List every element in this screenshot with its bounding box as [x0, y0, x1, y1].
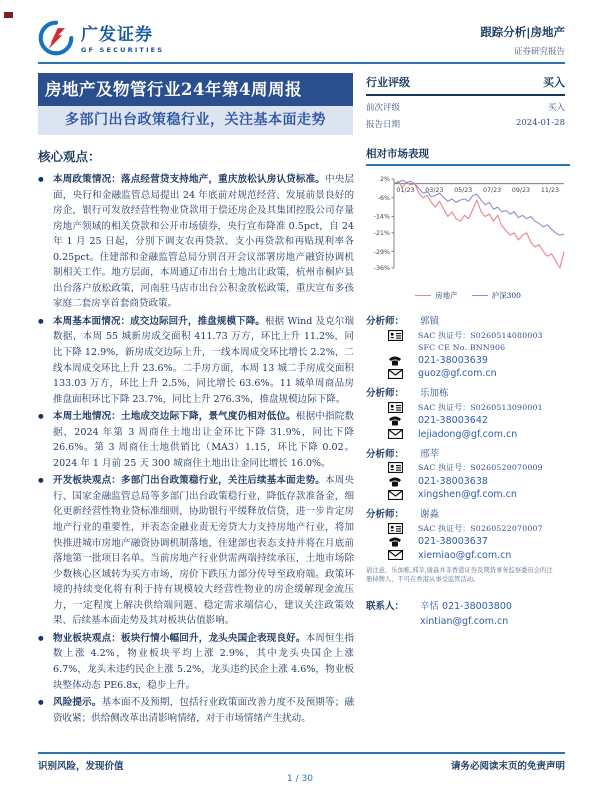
phone-icon: [388, 415, 403, 426]
svg-text:-29%: -29%: [373, 248, 390, 256]
analyst-phone: 021-38003638: [418, 475, 488, 487]
footer-disclaimer: 请务必阅读末页的免责声明: [450, 761, 565, 772]
analyst-name: 乐加栋: [420, 388, 449, 399]
svg-text:2%: 2%: [380, 176, 390, 184]
analyst-list: [366, 313, 570, 627]
core-views-section: [38, 147, 354, 728]
header-divider: [38, 62, 565, 64]
phone-icon: [388, 355, 403, 366]
rating-label: 行业评级: [366, 76, 410, 89]
report-subtitle: 多部门出台政策稳行业，关注基本面走势: [38, 106, 353, 135]
analyst-role-label: 分析师：: [366, 388, 405, 399]
report-type-label: 跟踪分析|房地产: [480, 25, 565, 39]
contact-name-phone: 辛恬 021-38003800: [420, 601, 512, 612]
chart-title: 相对市场表现: [366, 146, 570, 166]
report-date-value: 2024-01-28: [515, 118, 565, 128]
envelope-icon: [388, 369, 403, 379]
id-card-icon: [388, 523, 403, 534]
prev-rating-label: 前次评级: [366, 103, 401, 113]
svg-text:-36%: -36%: [373, 265, 390, 273]
core-views-heading: 核心观点：: [38, 149, 101, 164]
analyst-role-label: 分析师：: [366, 448, 405, 460]
analyst-sac: SAC 执证号：S0260522070007: [418, 523, 543, 533]
page-number: 1 / 30: [287, 774, 313, 784]
analyst-name: 谢淼: [420, 509, 440, 520]
bullet-land: ● 本周土地情况：土地成交边际下降，景气度仍相对低位。根据中指院数据，2024 年第 3 周商住土地出让金环比下降 31.9%，同比下降 26.6%。第 3 周商住土地供销比（MA3）1.15，环比下降 0.02。2024 年 1 月前 25 天 300 城商住土地出让金同比增长 16.0%。: [38, 409, 354, 471]
gf-securities-logo: [38, 20, 164, 60]
analyst-name: 郭镇: [420, 316, 440, 327]
analyst-email: guoz@gf.com.cn: [418, 368, 497, 379]
bullet-property-mgmt-view: ● 物业板块观点：板块行情小幅回升，龙头央国企表现良好。本周恒生指数上涨 4.2%，物业板块平均上涨 2.9%，其中龙头央国企上涨 6.7%，龙头未违约民企上涨 5.2%，龙头违约民企上涨 4.6%，物业板块整体动态 PE6.8x，稳步上升。: [38, 631, 354, 693]
legend-line-csi300-icon: [472, 295, 488, 296]
id-card-icon: [388, 402, 403, 413]
svg-text:05/23: 05/23: [454, 187, 473, 195]
report-category-label: 证券研究报告: [513, 47, 565, 57]
phone-icon: [388, 476, 403, 487]
svg-text:-6%: -6%: [377, 194, 390, 202]
rating-table: [366, 74, 565, 130]
svg-text:-21%: -21%: [373, 230, 390, 238]
sidebar: [366, 146, 570, 627]
footer-slogan: 识别风险，发现价值: [38, 761, 124, 772]
id-card-icon: [388, 330, 403, 341]
relative-performance-chart: [366, 172, 570, 284]
svg-text:07/23: 07/23: [483, 187, 502, 195]
prev-rating-value: 买入: [547, 103, 565, 113]
analyst-entry: [366, 446, 570, 460]
svg-text:01/23: 01/23: [396, 187, 415, 195]
bullet-list: [38, 172, 354, 726]
analyst-sac: SAC 执证号：S0260514080003: [418, 330, 543, 340]
analyst-entry: [366, 385, 570, 399]
bullet-fundamentals: ● 本周基本面情况：成交边际回升，推盘规模下降。根据 Wind 及克尔瑞数据，本周 55 城新房成交面积 411.73 万方，环比上升 11.2%，同比下降 12.9%，新房成交边际上升，一线本周成交环比增长 2.2%，二线本周成交环比上升 23.6%。二手房方面，本周 13 城二手房成交面积 133.03 万方，环比上升 2.5%，同比增长 63.6%。11 城单周商品房推盘面积环比下降 23.7%，同比上升 276.3%，推盘规模边际下降。: [38, 314, 354, 407]
analyst-phone: 021-38003642: [418, 415, 488, 426]
legend-label-property: 房地产: [435, 291, 458, 300]
bullet-risk-warning: ● 风险提示。基本面不及预期，包括行业政策面改善力度不及预期等；融资收紧；供给侧改革出清影响情绪，对于市场情绪产生扰动。: [38, 695, 354, 726]
analyst-entry: [366, 313, 570, 327]
phone-icon: [388, 536, 403, 547]
analyst-sfc: SFC CE No. BNN906: [418, 343, 506, 352]
brand-name-en: GF SECURITIES: [81, 45, 165, 54]
analyst-entry: [366, 506, 570, 520]
analyst-email: xingshen@gf.com.cn: [418, 489, 517, 500]
analyst-name: 邢莘: [420, 448, 440, 460]
svg-text:-14%: -14%: [373, 213, 390, 221]
svg-text:03/23: 03/23: [425, 187, 444, 195]
analyst-email: lejiadong@gf.com.cn: [418, 428, 518, 440]
analyst-sac: SAC 执证号：S0260513090001: [418, 402, 543, 412]
contact-email: xintian@gf.com.cn: [420, 616, 509, 627]
svg-text:11/23: 11/23: [540, 187, 559, 195]
bullet-developer-view: ● 开发板块观点：多部门出台政策稳行业，关注后续基本面走势。本周央行、国家金融监管总局等多部门出台政策稳行业，降低存款准备金，细化更新经营性物业贷标准细则，协助银行平缓释放信贷，进一步肯定房地产行业的重要性，并表态金融业责无旁贷大力支持房地产行业，将加快推进城市房地产融资协调机制落地，住建部也表态支持并将在月底前落地第一批项目名单。当前房地产行业供需两端持续承压，土地市场除少数核心区域转为买方市场，房价下跌压力部分传导至政府端。政策环境的持续变化将有利于持有规模较大经营性物业的房企缓解现金流压力，一定程度上解决供给端问题、稳定需求端信心，建议关注政策效果、后续基本面走势及其对板块估值影响。: [38, 473, 354, 628]
bullet-policy: ● 本周政策情况：落点经营贷支持地产，重庆放松认房认贷标准。中央层面，央行和金融监管总局提出 24 年底前对规范经营、发展前景良好的房企，银行可发放经营性物业贷款用于偿还房企及其集团控股公司存量房地产领域的相关贷款和公开市场债券，央行宣布降准 0.5pct，自 24 年 1 月 25 日起，分别下调支农再贷款、支小再贷款和再贴现利率各 0.25pct。住建部和金融监管总局分别召开会议部署房地产融资协调机制相关工作。地方层面，本周通辽市出台土地出让政策，杭州市桐庐县出台落户放松政策，河南驻马店市出台公积金放松政策，重庆宣布多孩家庭二套房享首套商贷政策。: [38, 172, 354, 312]
analyst-role-label: 分析师：: [366, 316, 405, 327]
analyst-phone: 021-38003637: [418, 536, 488, 547]
analyst-email: xiemiao@gf.com.cn: [418, 549, 512, 561]
analyst-sac: SAC 执证号：S0260520070009: [418, 463, 543, 472]
svg-text:09/23: 09/23: [511, 187, 531, 195]
corner-artifact: [4, 12, 13, 18]
legend-line-property-icon: [415, 295, 431, 296]
envelope-icon: [388, 490, 403, 500]
footer-divider: [38, 752, 565, 754]
header: [38, 20, 565, 60]
brand-name-cn: 广发证券: [81, 24, 153, 45]
analyst-phone: 021-38003639: [418, 354, 488, 366]
chart-legend: [366, 290, 570, 301]
report-title: 房地产及物管行业24年第4周周报: [38, 73, 353, 106]
envelope-icon: [388, 550, 403, 560]
gf-logo-icon: [38, 20, 74, 60]
contact-block: [366, 598, 570, 627]
id-card-icon: [388, 462, 403, 473]
legend-label-csi300: 沪深300: [491, 291, 521, 300]
analyst-role-label: 分析师：: [366, 509, 405, 520]
report-date-label: 报告日期: [366, 120, 401, 130]
footer: [38, 758, 565, 772]
rating-value: 买入: [543, 76, 565, 89]
envelope-icon: [388, 429, 403, 439]
hk-license-note: 请注意，乐加栋,邢莘,谢淼并非香港证券及期货事务监察委员会的注册持牌人，不可在香港从事受监管活动。: [366, 566, 553, 584]
contact-label: 联系人：: [366, 601, 405, 612]
